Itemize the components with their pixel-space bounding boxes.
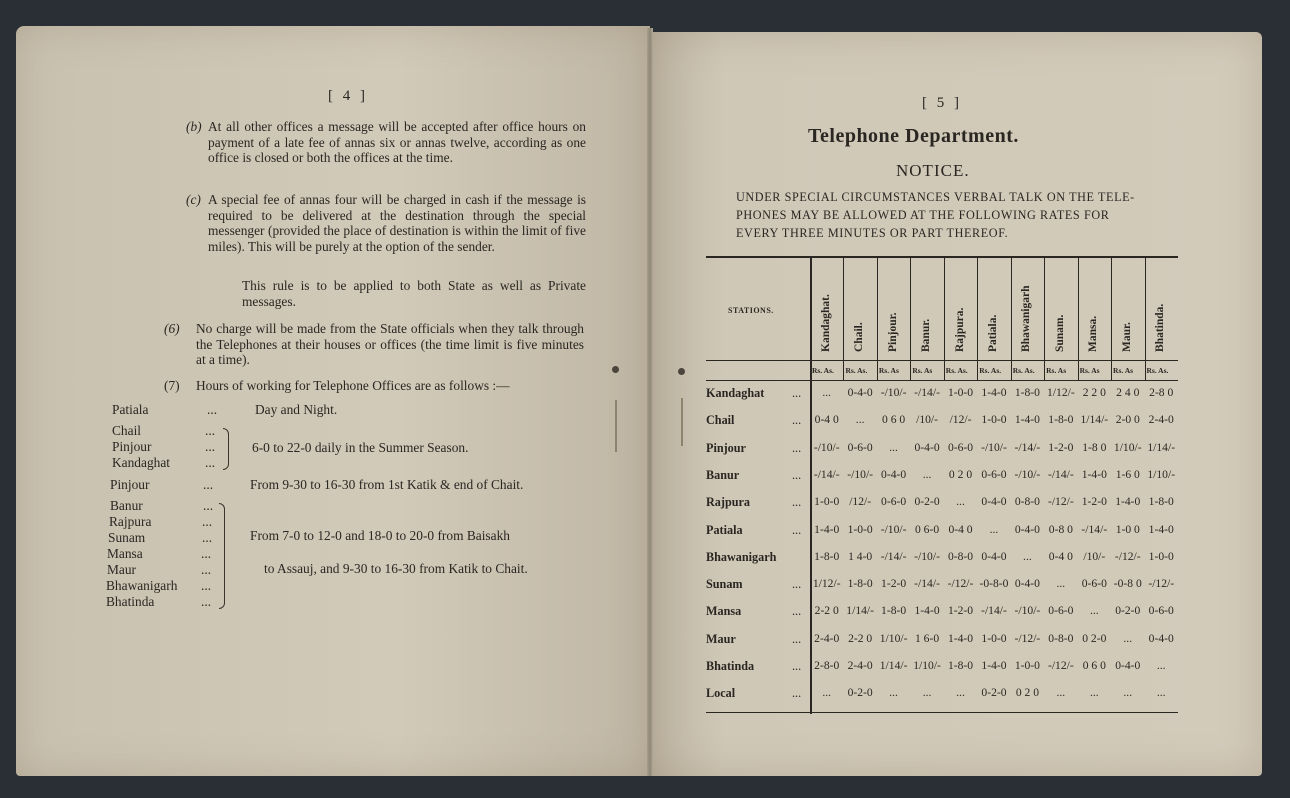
hours-station: Pinjour: [110, 477, 150, 492]
rate-cell: 1/14/-: [846, 604, 874, 618]
rate-cell: 0-6-0: [881, 495, 907, 509]
station-name: Chail: [706, 413, 735, 428]
rate-cell: /12/-: [849, 495, 872, 509]
hours-station: Maur: [107, 562, 137, 577]
station-dots: ...: [792, 604, 802, 619]
hours-time: Day and Night.: [255, 402, 338, 417]
rate-cell: 1-4-0: [1115, 495, 1141, 509]
rate-cell: ...: [822, 686, 832, 700]
hours-time: 6-0 to 22-0 daily in the Summer Season.: [252, 440, 469, 455]
rate-cell: ...: [1056, 577, 1066, 591]
paragraph-text: A special fee of annas four will be charged in cash if the message is required to be delivered at the destination through the special messenger (provided the place of destination is within the limit of five miles). This will be purely at the option of the sender.: [208, 192, 586, 254]
notice-title: NOTICE.: [896, 161, 970, 180]
unit-label: Rs. As.: [1012, 366, 1035, 375]
column-header: Bhawanigarh: [1020, 285, 1033, 352]
rate-cell: -/14/-: [1014, 440, 1041, 454]
hours-time: From 7-0 to 12-0 and 18-0 to 20-0 from Baisakh: [250, 528, 510, 543]
rate-cell: 1-8 0: [1082, 440, 1107, 454]
rate-cell: 1-0-0: [981, 413, 1007, 427]
station-name: Patiala: [706, 522, 743, 537]
table-rule-column: [1011, 256, 1012, 380]
rate-cell: 0 2 0: [1015, 686, 1039, 700]
paragraph-label: (c): [186, 192, 201, 207]
unit-label: Rs. As: [1113, 366, 1134, 375]
rate-cell: 1/10/-: [1147, 467, 1176, 481]
unit-label: Rs. As.: [979, 366, 1002, 375]
station-name: Local: [706, 686, 736, 701]
hours-station: Bhawanigarh: [106, 578, 178, 593]
unit-label: Rs. As.: [1146, 366, 1169, 375]
hours-time: From 9-30 to 16-30 from 1st Katik & end of Chait.: [250, 477, 524, 492]
column-header: Bhatinda.: [1154, 303, 1167, 352]
rate-cell: 1/10/-: [913, 659, 941, 672]
hours-station: Patiala: [112, 402, 149, 417]
unit-label: Rs. As: [912, 366, 933, 375]
rate-cell: ...: [956, 686, 965, 700]
rate-cell: 0-4-0: [1014, 522, 1040, 536]
rate-cell: ...: [1156, 686, 1166, 700]
rate-cell: -/12/-: [1047, 659, 1074, 672]
column-header: Maur.: [1120, 322, 1133, 352]
column-header: Sunam.: [1053, 314, 1066, 352]
hours-dots: ...: [205, 439, 216, 454]
rate-cell: 0-2-0: [847, 686, 873, 700]
rate-cell: -/14/-: [880, 549, 907, 563]
rate-cell: ...: [989, 522, 999, 536]
rate-cell: 1-4-0: [1148, 522, 1174, 536]
rate-cell: -/12/-: [1047, 495, 1074, 509]
hours-station: Pinjour: [112, 439, 152, 454]
binding-stitch: [615, 400, 617, 452]
rate-cell: -/10/-: [880, 522, 907, 536]
station-dots: ...: [792, 522, 802, 537]
rate-cell: ...: [1089, 604, 1099, 618]
rate-cell: -0-8 0: [1113, 577, 1142, 591]
paragraph-text: No charge will be made from the State officials when they talk through the Telephones at their houses or offices (the time limit is five minutes at a time).: [196, 321, 584, 367]
rate-cell: 0-4-0: [847, 386, 873, 399]
rate-cell: 0-6-0: [1048, 604, 1074, 618]
book-spine: [647, 28, 653, 776]
rate-cell: -/14/-: [914, 577, 940, 591]
rate-cell: 1-2-0: [881, 577, 907, 591]
paragraph-6: [164, 321, 584, 368]
rate-cell: -/14/-: [981, 604, 1007, 618]
rate-cell: ...: [1156, 659, 1166, 672]
rate-cell: 1/14/-: [1147, 440, 1176, 454]
rate-cell: 1-0-0: [1014, 659, 1040, 672]
paragraph-label: (7): [164, 378, 180, 393]
hours-station: Mansa: [107, 546, 143, 561]
paragraph-text: Hours of working for Telephone Offices are as follows :—: [196, 378, 510, 393]
binding-stitch: [681, 398, 683, 446]
paragraph-b: [186, 119, 586, 166]
rate-cell: 1-0-0: [981, 631, 1007, 645]
column-header: Chail.: [853, 322, 866, 352]
table-rule-column: [843, 256, 844, 380]
rate-cell: ...: [855, 413, 865, 427]
rate-cell: 1-4-0: [981, 386, 1007, 399]
rate-cell: 0-4-0: [914, 440, 940, 454]
rate-cell: 0-8 0: [1048, 522, 1073, 536]
rate-cell: 0 6-0: [914, 522, 940, 536]
rate-cell: -/10/-: [1014, 467, 1041, 481]
station-dots: ...: [792, 631, 802, 646]
rate-cell: -/10/-: [847, 467, 874, 481]
station-dots: ...: [792, 386, 802, 400]
station-dots: ...: [792, 467, 802, 482]
rate-cell: 0 2-0: [1082, 631, 1107, 645]
rate-cell: /10/-: [1083, 549, 1106, 563]
rate-cell: 0-6-0: [847, 440, 873, 454]
hours-dots: ...: [203, 498, 214, 513]
unit-label: Rs. As.: [812, 366, 834, 375]
rate-cell: ...: [889, 686, 898, 700]
table-rule-column: [1044, 256, 1045, 380]
table-rule-column: [877, 256, 878, 380]
hours-station: Chail: [112, 423, 142, 438]
rate-cell: 0-8-0: [947, 549, 974, 563]
station-name: Pinjour: [706, 440, 746, 455]
station-name: Maur: [706, 631, 736, 646]
column-header: Kandaghat.: [819, 294, 832, 352]
rate-cell: 0 6 0: [1082, 659, 1106, 672]
station-name: Bhatinda: [706, 659, 755, 673]
hours-station: Sunam: [108, 530, 146, 545]
table-rule-stations: [810, 256, 812, 714]
rate-cell: 2-8 0: [1149, 386, 1174, 399]
rate-cell: 1-2-0: [1081, 495, 1107, 509]
rate-cell: 1-8-0: [947, 659, 974, 672]
hours-dots: ...: [202, 530, 213, 545]
rate-cell: 1-8-0: [881, 604, 907, 618]
hours-station: Bhatinda: [106, 594, 155, 609]
hours-dots: ...: [201, 546, 212, 561]
rate-cell: -/10/-: [914, 549, 940, 563]
rate-cell: /12/-: [949, 413, 972, 427]
hours-dots: ...: [203, 477, 214, 492]
rate-cell: 0-8-0: [1048, 631, 1074, 645]
rate-cell: ...: [922, 686, 932, 700]
rate-cell: ...: [1023, 549, 1032, 563]
rate-cell: 1 6-0: [914, 631, 940, 645]
rate-cell: ...: [1123, 631, 1133, 645]
rate-cell: 0-6-0: [1148, 604, 1174, 618]
rate-cell: 1/14/-: [879, 659, 908, 672]
rate-cell: 2-2 0: [814, 604, 839, 618]
rate-cell: ...: [956, 495, 965, 509]
rate-cell: 2-4-0: [847, 659, 873, 672]
table-rule-top: [706, 256, 1178, 258]
rate-cell: 2-2 0: [848, 631, 873, 645]
brace: [223, 428, 229, 470]
rate-cell: ...: [922, 467, 932, 481]
rate-cell: ...: [822, 386, 832, 399]
rate-cell: 1-4-0: [981, 659, 1007, 672]
rate-cell: 1/10/-: [879, 631, 908, 645]
rate-cell: 1-4-0: [914, 604, 940, 618]
table-rule-column: [944, 256, 945, 380]
station-dots: ...: [792, 659, 802, 673]
rate-cell: 1/12/-: [812, 577, 841, 591]
rate-cell: -/14/-: [1047, 467, 1074, 481]
station-dots: ...: [792, 495, 802, 510]
column-header: Pinjour.: [886, 312, 899, 352]
station-dots: ...: [792, 440, 802, 455]
page-number-left: [ 4 ]: [328, 88, 368, 104]
rate-cell: 1-8-0: [1048, 413, 1074, 427]
rate-cell: 0-2-0: [1115, 604, 1141, 618]
rate-cell: 2 2 0: [1082, 386, 1106, 399]
rate-cell: -/12/-: [1114, 549, 1141, 563]
hours-dots: ...: [201, 594, 212, 609]
station-name: Sunam: [706, 577, 743, 592]
table-rule-column: [910, 256, 911, 380]
column-header: Mansa.: [1087, 315, 1100, 352]
rate-cell: 1 4-0: [848, 549, 873, 563]
table-rule-column: [1145, 256, 1146, 380]
rate-cell: -/10/-: [813, 440, 840, 454]
rate-cell: 1-6 0: [1115, 467, 1140, 481]
rate-cell: -0-8-0: [979, 577, 1009, 591]
station-name: Kandaghat: [706, 386, 765, 400]
hours-dots: ...: [205, 423, 216, 438]
rate-cell: 2-8-0: [814, 659, 840, 672]
rate-cell: /10/-: [916, 413, 939, 427]
notice-line: PHONES MAY BE ALLOWED AT THE FOLLOWING RATES FOR: [736, 208, 1110, 222]
unit-label: Rs. As.: [845, 366, 868, 375]
rate-cell: 0 2 0: [948, 467, 973, 481]
station-name: Mansa: [706, 604, 742, 619]
table-rule-column: [977, 256, 978, 380]
rate-cell: 0-4 0: [948, 522, 973, 536]
station-dots: ...: [792, 686, 802, 701]
rate-cell: 2-4-0: [1148, 413, 1174, 427]
rate-cell: 0-2-0: [981, 686, 1007, 700]
rate-cell: 0-8-0: [1014, 495, 1040, 509]
unit-label: Rs. As: [1046, 366, 1067, 375]
rate-cell: 0-4 0: [814, 413, 839, 427]
rate-cell: 1-8-0: [1148, 495, 1174, 509]
paragraph-7: [164, 378, 586, 394]
hours-dots: ...: [201, 562, 212, 577]
rate-cell: 0-6-0: [947, 440, 974, 454]
rate-cell: -/12/-: [1014, 631, 1041, 645]
rate-cell: ...: [889, 440, 898, 454]
table-rule-bottom: [706, 712, 1178, 714]
rate-cell: -/12/-: [1148, 577, 1175, 591]
hours-station: Kandaghat: [112, 455, 171, 470]
paragraph-c: [186, 192, 586, 254]
rate-cell: 0-4-0: [981, 549, 1007, 563]
hours-dots: ...: [201, 578, 212, 593]
rate-cell: 2 4 0: [1116, 386, 1140, 399]
binding-hole: [612, 366, 619, 373]
rate-cell: 1-4-0: [1081, 467, 1107, 481]
paragraph-label: (6): [164, 321, 180, 336]
table-rule-column: [1078, 256, 1079, 380]
rate-cell: -/10/-: [880, 386, 907, 399]
rate-cell: -/14/-: [1081, 522, 1108, 536]
rate-cell: 1-0-0: [1148, 549, 1174, 563]
rate-cell: 1-2-0: [947, 604, 974, 618]
notice-line: UNDER SPECIAL CIRCUMSTANCES VERBAL TALK ON THE TELE-: [736, 190, 1135, 204]
unit-label: Rs. As.: [945, 366, 968, 375]
rate-cell: 1-8-0: [1014, 386, 1040, 399]
rate-cell: -/12/-: [947, 577, 974, 591]
rate-cell: 0 6 0: [882, 413, 906, 427]
stations-header: STATIONS.: [728, 306, 774, 315]
column-header: Banur.: [920, 318, 933, 352]
column-header: Patiala.: [986, 314, 999, 352]
station-dots: ...: [792, 413, 802, 428]
rate-cell: 0-4-0: [1014, 577, 1040, 591]
rate-cell: 0-6-0: [981, 467, 1007, 481]
column-header: Rajpura.: [953, 307, 966, 352]
hours-dots: ...: [205, 455, 216, 470]
paragraph-text: At all other offices a message will be accepted after office hours on payment of a late fee of annas six or annas twelve, according as one office is closed or both the offices at the time.: [208, 119, 586, 165]
rate-cell: 1-0-0: [847, 522, 873, 536]
rate-cell: 0-4-0: [1148, 631, 1174, 645]
rate-cell: 1/12/-: [1047, 386, 1075, 399]
department-title: Telephone Department.: [808, 125, 1019, 147]
rate-cell: 0-4-0: [881, 467, 907, 481]
rate-cell: 2-0 0: [1115, 413, 1140, 427]
hours-dots: ...: [207, 402, 218, 417]
hours-time: to Assauj, and 9-30 to 16-30 from Katik to Chait.: [264, 561, 528, 576]
rate-cell: 1-8-0: [814, 549, 840, 563]
rate-cell: 1/14/-: [1080, 413, 1109, 427]
unit-label: Rs. As: [1079, 366, 1100, 375]
rate-cell: 1-0-0: [814, 495, 840, 509]
notice-line: EVERY THREE MINUTES OR PART THEREOF.: [736, 226, 1009, 240]
binding-hole: [678, 368, 685, 375]
rate-cell: 1-4-0: [1014, 413, 1040, 427]
rate-cell: 0-6-0: [1081, 577, 1107, 591]
station-name: Banur: [706, 467, 740, 482]
page-number-right: [ 5 ]: [922, 95, 962, 111]
station-name: Bhawanigarh: [706, 549, 777, 564]
rate-cell: ...: [1123, 686, 1133, 700]
rate-cell: ...: [1089, 686, 1099, 700]
rate-cell: 0-4 0: [1048, 549, 1073, 563]
rate-cell: ...: [1056, 686, 1066, 700]
rate-cell: -/10/-: [981, 440, 1007, 454]
rate-cell: 1-4-0: [947, 631, 974, 645]
rate-cell: 1-0-0: [947, 386, 974, 399]
rate-cell: 1-4-0: [814, 522, 840, 536]
rate-cell: 1-0 0: [1115, 522, 1140, 536]
rate-cell: 0-2-0: [914, 495, 940, 509]
paragraph-label: (b): [186, 119, 202, 134]
rate-cell: 1-2-0: [1048, 440, 1074, 454]
unit-label: Rs. As: [878, 366, 899, 375]
station-name: Rajpura: [706, 495, 751, 510]
brace: [219, 503, 225, 609]
table-rule-column: [1111, 256, 1112, 380]
rate-cell: 1-8-0: [847, 577, 873, 591]
rate-cell: -/14/-: [914, 386, 940, 399]
hours-station: Rajpura: [109, 514, 152, 529]
table-rule-units: [706, 380, 1178, 381]
rate-cell: -/10/-: [1014, 604, 1041, 618]
station-dots: ...: [792, 577, 802, 592]
rate-cell: -/14/-: [813, 467, 840, 481]
hours-dots: ...: [202, 514, 213, 529]
hours-station: Banur: [110, 498, 143, 513]
table-rule-header: [706, 360, 1178, 361]
rate-cell: 0-4-0: [1115, 659, 1141, 672]
rate-table: [706, 256, 1178, 714]
rate-cell: 0-4-0: [981, 495, 1007, 509]
rate-cell: 2-4-0: [814, 631, 840, 645]
rate-cell: 1/10/-: [1113, 440, 1142, 454]
rule-note: This rule is to be applied to both State as well as Private messages.: [242, 278, 586, 309]
